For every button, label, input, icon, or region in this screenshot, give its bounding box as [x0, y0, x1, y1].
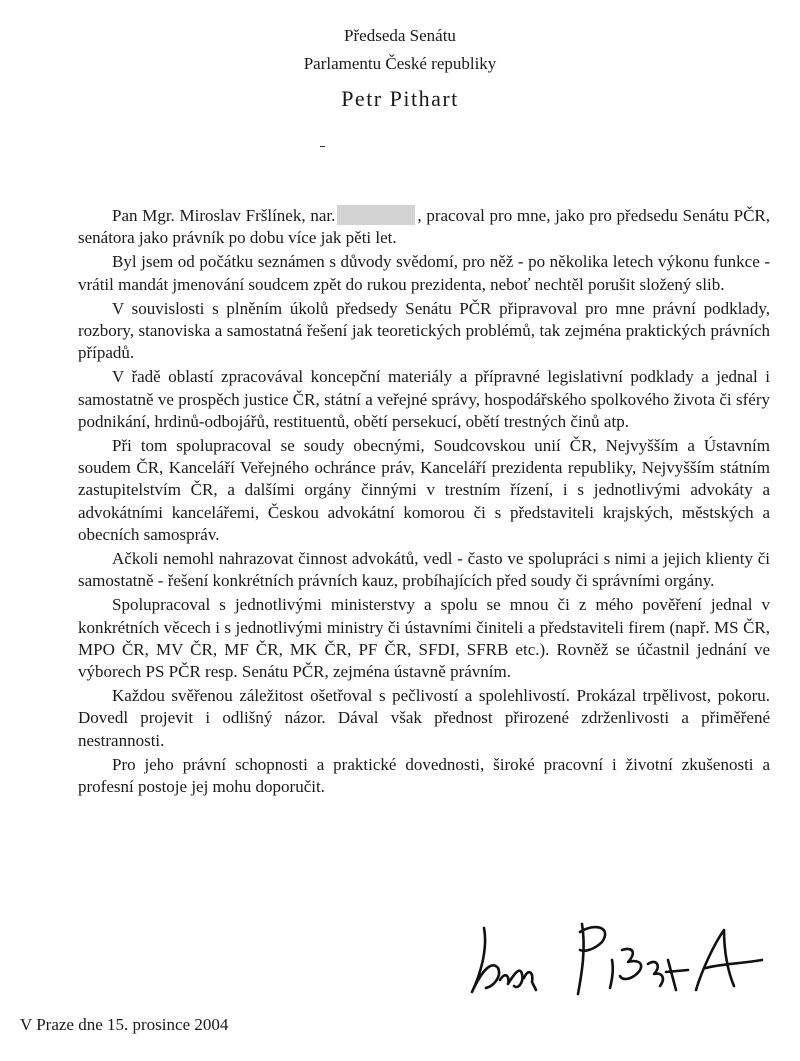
letterhead	[0, 22, 800, 112]
letter-body	[78, 205, 770, 800]
redacted-birthdate	[337, 205, 415, 225]
handwritten-signature	[462, 920, 782, 1000]
paragraph-7: Spolupracoval s jednotlivými ministerstvy a spolu se mnou či z mého pověření jednal v konkrétních věcech i s jednotlivými ministry či ústavními činiteli a představiteli firem (např. MS ČR, MPO ČR, MV ČR, MF ČR, MK ČR, PF ČR, SFDI, SFRB etc.). Rovněž se účastnil jednání ve výborech PS PČR resp. Senátu PČR, zejména ústavně právním.	[78, 595, 770, 682]
paragraph-8: Každou svěřenou záležitost ošetřoval s pečlivostí a spolehlivostí. Prokázal trpělivost, pokoru. Dovedl projevit i odlišný názor. Dával však přednost přirozené zdrženlivosti a přiměřené nestrannosti.	[78, 686, 770, 750]
paragraph-6: Ačkoli nemohl nahrazovat činnost advokátů, vedl - často ve spolupráci s nimi a jejich klienty či samostatně - řešení konkrétních právních kauz, probíhajících před soudy či správními orgány.	[78, 549, 770, 591]
paragraph-9: Pro jeho právní schopnosti a praktické dovednosti, široké pracovní i životní zkušenosti a profesní postoje jej mohu doporučit.	[78, 754, 770, 797]
letterhead-name: Petr Pithart	[341, 86, 459, 111]
paragraph-3: V souvislosti s plněním úkolů předsedy Senátu PČR připravoval pro mne právní podklady, rozbory, stanoviska a samostatná řešení jak teoretických problémů, tak zejména praktických právních případů.	[78, 298, 770, 363]
paragraph-5: Při tom spolupracoval se soudy obecnými, Soudcovskou unií ČR, Nejvyšším a Ústavním soudem ČR, Kanceláří Veřejného ochránce práv, Kanceláří prezidenta republiky, Nejvyšším státním zastupitelstvím ČR, a dalšími orgány činnými v trestním řízení, i s jednotlivými advokáty a advokátními kancelářemi, Českou advokátní komorou či s představiteli krajských, městských a obecních samospráv.	[78, 436, 770, 544]
paragraph-1-end: , pracoval pro mne, jako pro předsedu Senátu PČR, senátora jako právník po dobu více jak pěti let.	[78, 206, 770, 248]
paragraph-1	[78, 205, 770, 249]
stray-mark	[320, 146, 325, 147]
letterhead-title: Předseda Senátu	[344, 26, 456, 45]
place-and-date: V Praze dne 15. prosince 2004	[20, 1015, 229, 1034]
paragraph-4: V řadě oblastí zpracovával koncepční materiály a přípravné legislativní podklady a jednal i samostatně ve prospěch justice ČR, státní a veřejné správy, hospodářského spolkového života či sféry podnikání, hrdinů-odbojářů, restituentů, obětí persekucí, obětí trestných činů atp.	[78, 367, 770, 431]
paragraph-1-start: Pan Mgr. Miroslav Fršlínek, nar.	[112, 206, 336, 225]
letterhead-institution: Parlamentu České republiky	[303, 54, 497, 73]
paragraph-2: Byl jsem od počátku seznámen s důvody svědomí, pro něž - po několika letech výkonu funkce - vrátil mandát jmenování soudcem zpět do rukou prezidenta, neboť nechtěl porušit složený slib.	[78, 252, 770, 294]
